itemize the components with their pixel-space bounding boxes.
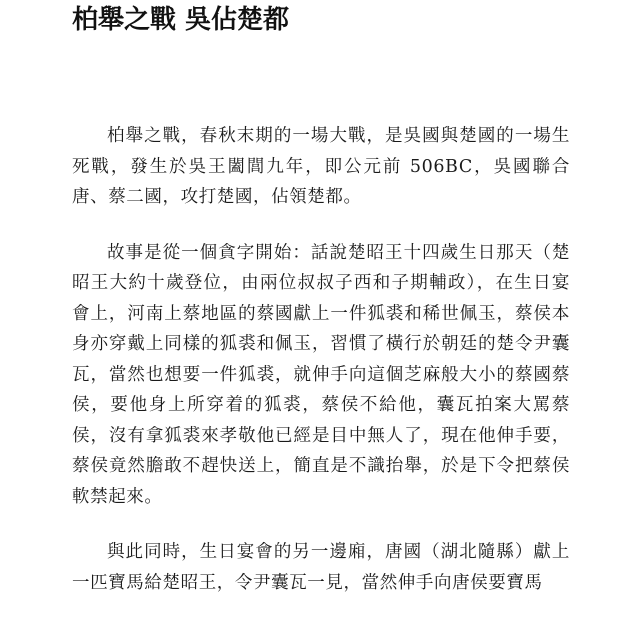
article-body [72, 121, 570, 618]
paragraph-2: 故事是從一個貪字開始：話說楚昭王十四歲生日那天（楚昭王大約十歲登位，由兩位叔叔子西和子期輔政），在生日宴會上，河南上蔡地區的蔡國獻上一件狐裘和稀世佩玉，蔡侯本身亦穿戴上同樣的狐裘和佩玉，習慣了橫行於朝廷的楚令尹囊瓦，當然也想要一件狐裘，就伸手向這個芝麻般大小的蔡國蔡侯，要他身上所穿着的狐裘，蔡侯不給他，囊瓦拍案大罵蔡侯，沒有拿狐裘來孝敬他已經是目中無人了，現在他伸手要，蔡侯竟然膽敢不趕快送上，簡直是不識抬舉，於是下令把蔡侯軟禁起來。 [72, 242, 570, 507]
article-title: 柏舉之戰 吳佔楚都 [72, 5, 290, 35]
paragraph-1: 柏舉之戰，春秋末期的一場大戰，是吳國與楚國的一場生死戰，發生於吳王闔閭九年，即公元前 506BC，吳國聯合唐、蔡二國，攻打楚國，佔領楚都。 [72, 126, 570, 207]
paragraph-3: 與此同時，生日宴會的另一邊廂，唐國（湖北隨縣）獻上一匹寶馬給楚昭王，令尹囊瓦一見，當然伸手向唐侯要寶馬 [72, 542, 570, 593]
